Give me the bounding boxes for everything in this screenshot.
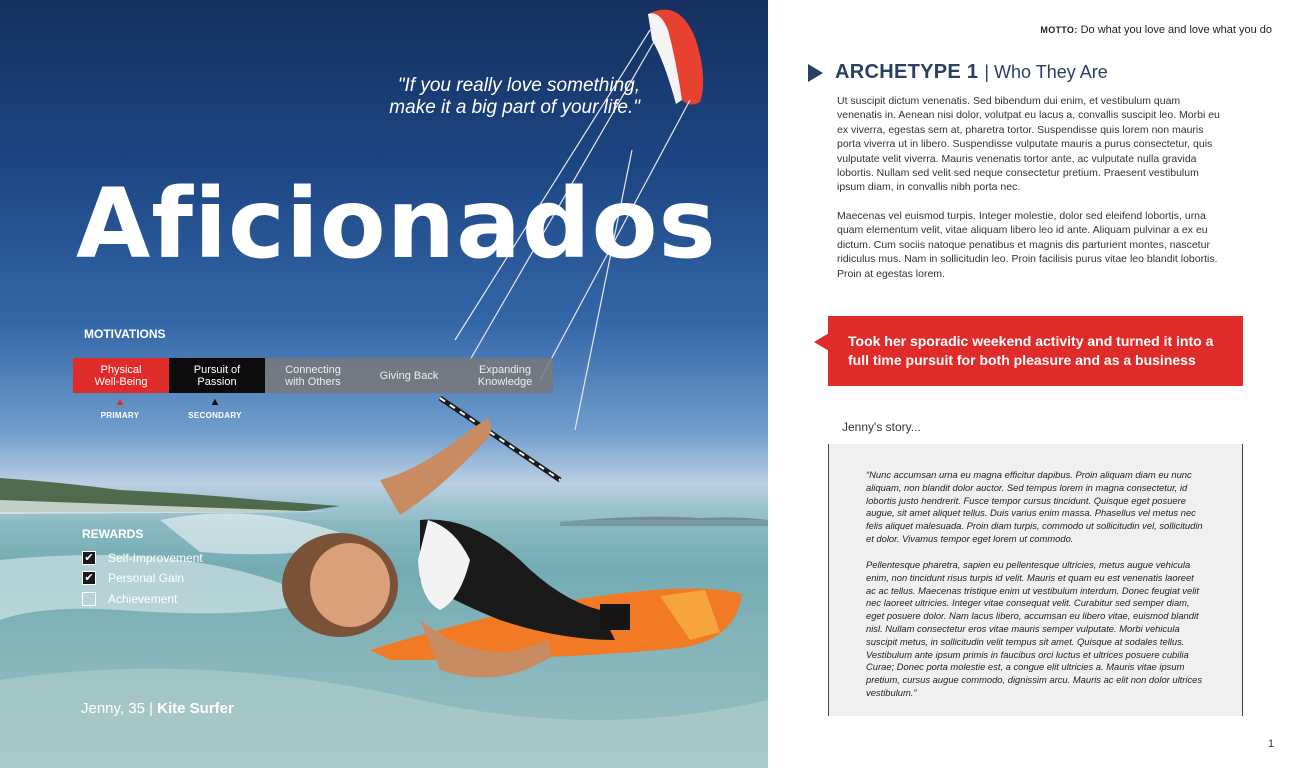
motivations-heading: MOTIVATIONS [84,327,166,341]
callout-banner [828,316,1243,386]
quote-line-1: "If you really love something, [397,75,640,96]
motivation-connecting-with-others: Connecting with Others [265,358,361,393]
play-triangle-icon [808,64,823,82]
hero-quote [330,75,640,119]
story-border-right [1242,444,1243,716]
archetype-title: ARCHETYPE 1 [835,61,979,83]
archetype-heading [808,61,1108,84]
secondary-marker [185,396,245,420]
reward-label: Self-Improvement [108,551,203,565]
story-border-left [828,444,829,716]
archetype-subtitle: | Who They Are [984,62,1108,82]
person-name-age: Jenny, 35 | [81,700,153,717]
motivation-pursuit-of-passion: Pursuit of Passion [169,358,265,393]
reward-label: Personal Gain [108,571,185,585]
page-number: 1 [1268,738,1275,750]
triangle-up-icon: ▲ [209,396,221,408]
quote-line-2: make it a big part of your life." [389,97,640,118]
triangle-up-icon: ▲ [114,396,126,408]
rewards-heading: REWARDS [82,527,144,541]
motivation-expanding-knowledge: Expanding Knowledge [457,358,553,393]
reward-self-improvement [82,551,203,565]
story-paragraph-2: Pellentesque pharetra, sapien eu pellentesque ultricies, metus augue vehicula enim, non tincidunt risus turpis id velit. Mauris et quam eu est venenatis laoreet ac ac tellus. Maecenas tristique enim ut vestibulum interdum. Donec feugiat velit nec laoreet ultricies. Integer vitae consequat velit. Curabitur sed semper diam, eget posuere dolor. Nam lacus libero, accumsan eu libero vitae, euismod blandit nisl. Nullam consectetur eros vitae mauris semper vulputate. Morbi vehicula suscipit metus, in sollicitudin velit tempus sit amet. Quisque at sodales tellus. Vestibulum ante ipsum primis in faucibus orci luctus et ultrices posuere cubilia Curae; Donec porta molestie est, a congue elit ultricies a. Mauris vitae ipsum pretium, cursus augue commodo, dignissim arcu. Mauris ac elit non dolor ultrices vestibulum.” [866,559,1203,698]
description-paragraph-2: Maecenas vel euismod turpis. Integer molestie, dolor sed eleifend lobortis, urna quam elementum velit, vitae aliquam libero leo id ante. Aliquam pulvinar a ex eu dictum. Cum sociis natoque penatibus et magnis dis parturient montes, nascetur ridiculus mus. Nam in sollicitudin leo. Proin facilisis purus vitae leo blandit lobortis. Proin at egestas lorem. [837,210,1218,280]
reward-personal-gain [82,571,184,585]
reward-label: Achievement [108,592,178,606]
checkbox-empty-icon [82,592,96,606]
person-caption [81,700,234,717]
callout-text: Took her sporadic weekend activity and turned it into a full time pursuit for both pleasure and as a business [848,333,1214,368]
story-label: Jenny's story... [842,420,921,434]
page-title: Aficionados [76,168,717,280]
motto-text: Do what you love and love what you do [1080,24,1272,36]
description-paragraph-1: Ut suscipit dictum venenatis. Sed bibendum dui enim, et vestibulum quam venenatis in. Aenean nisi dolor, volutpat eu lacus a, convallis suscipit leo. Morbi eu ex viverra, egestas sem at, pharetra tortor. Suspendisse quis lorem non mauris porta viverra ut in libero. Suspendisse vulputate mauris a purus consectetur, quis vulputate velit viverra. Mauris venenatis tortor ante, ac vulputate nulla gravida lobortis. Nullam sed velit sed neque consectetur pretium. Praesent vestibulum ipsum diam, in convallis nibh porta nec. [837,95,1220,194]
motivation-physical-well-being: Physical Well-Being [73,358,169,393]
person-role: Kite Surfer [157,700,234,717]
checkbox-checked-icon: ✔ [82,571,96,585]
motivation-giving-back: Giving Back [361,358,457,393]
reward-achievement [82,592,177,606]
primary-marker [90,396,150,420]
motivations-bar [73,358,553,393]
motto [1040,24,1272,36]
story-paragraph-1: “Nunc accumsan urna eu magna efficitur dapibus. Proin aliquam diam eu nunc aliquam, non blandit dolor auctor. Sed tempus lorem in magna consectetur, id lobortis justo hendrerit. Fusce tempor cursus tincidunt. Quisque eget posuere augue, sit amet aliquet tellus. Duis varius enim massa. Phasellus vel metus nec felis aliquet malesuada. Proin diam turpis, commodo ut sollicitudin vel, sollicitudin et dolor. Vivamus tempor eget lorem ut commodo. [866,469,1203,544]
motto-label: MOTTO: [1040,25,1078,35]
checkbox-checked-icon: ✔ [82,551,96,565]
callout-pointer [814,333,829,351]
secondary-label: SECONDARY [188,411,242,420]
primary-label: PRIMARY [100,411,140,420]
